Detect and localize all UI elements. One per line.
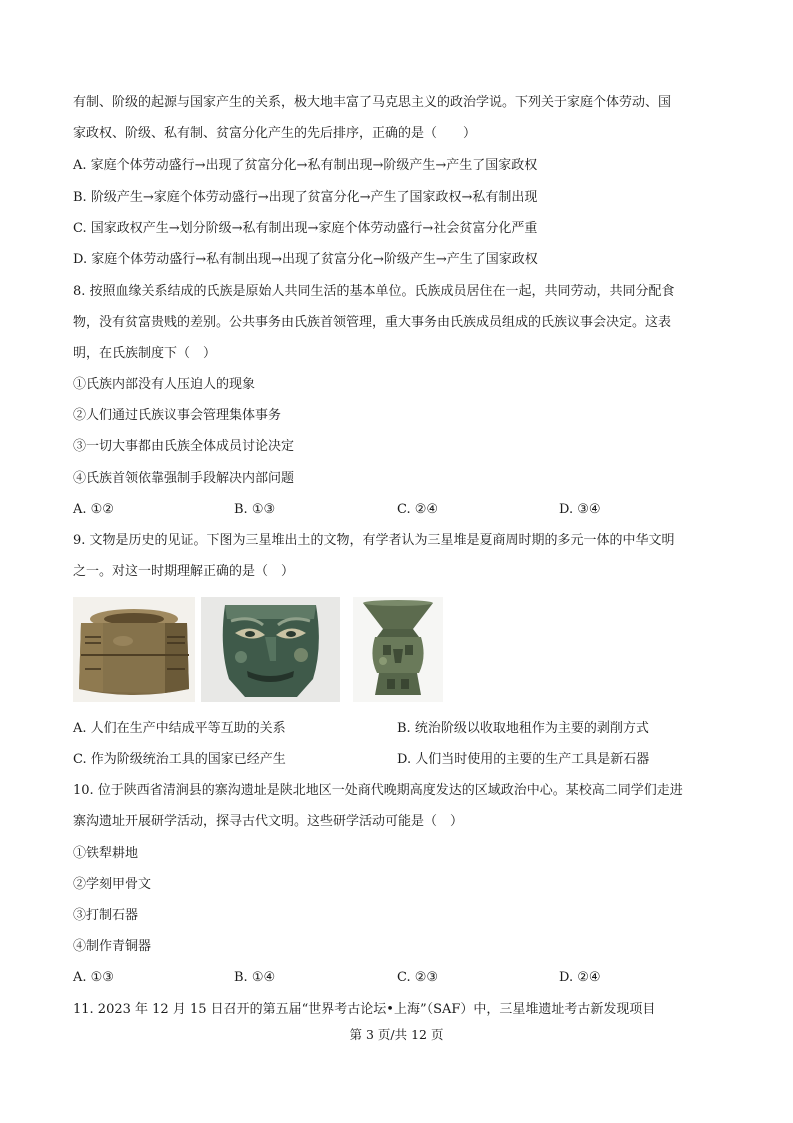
q10-option-a: A. ①③ — [73, 970, 114, 985]
q10-statement-3: ③打制石器 — [73, 908, 139, 923]
q8-stem-line-2: 物，没有贫富贵贱的差别。公共事务由氏族首领管理，重大事务由氏族成员组成的氏族议事会决定。这表 — [73, 315, 672, 330]
q10-options-row — [73, 969, 723, 987]
q8-statement-2: ②人们通过氏族议事会管理集体事务 — [73, 408, 282, 423]
q9-stem-line-1: 9. 文物是历史的见证。下图为三星堆出土的文物，有学者认为三星堆是夏商周时期的多元一体的中华文明 — [73, 533, 675, 548]
q8-stem-line-1: 8. 按照血缘关系结成的氏族是原始人共同生活的基本单位。氏族成员居住在一起，共同劳动，共同分配食 — [73, 284, 675, 299]
q7-option-d: D. 家庭个体劳动盛行→私有制出现→出现了贫富分化→阶级产生→产生了国家政权 — [73, 252, 538, 267]
q9-option-a: A. 人们在生产中结成平等互助的关系 — [73, 721, 286, 736]
bronze-zun-vessel-image — [353, 597, 443, 702]
q9-option-b: B. 统治阶级以收取地租作为主要的剥削方式 — [397, 721, 649, 736]
q8-statement-3: ③一切大事都由氏族全体成员讨论决定 — [73, 439, 295, 454]
q10-option-b: B. ①④ — [234, 970, 276, 985]
q10-stem-line-1: 10. 位于陕西省清涧县的寨沟遗址是陕北地区一处商代晚期高度发达的区域政治中心。某校高二同学们走进 — [73, 783, 683, 798]
q8-statement-1: ①氏族内部没有人压迫人的现象 — [73, 377, 256, 392]
page-footer: 第 3 页/共 12 页 — [349, 1027, 444, 1042]
q8-option-c: C. ②④ — [397, 502, 439, 517]
q9-option-c: C. 作为阶级统治工具的国家已经产生 — [73, 752, 286, 767]
q7-stem-line-2: 家政权、阶级、私有制、贫富分化产生的先后排序，正确的是（ ） — [73, 126, 477, 141]
q9-options-row-2 — [73, 751, 723, 769]
q10-option-c: C. ②③ — [397, 970, 439, 985]
q8-option-d: D. ③④ — [559, 502, 601, 517]
q8-option-a: A. ①② — [73, 502, 114, 517]
q9-option-d: D. 人们当时使用的主要的生产工具是新石器 — [397, 752, 650, 767]
jade-cong-image — [73, 597, 195, 702]
q10-option-d: D. ②④ — [559, 970, 601, 985]
q9-stem-line-2: 之一。对这一时期理解正确的是（ ） — [73, 564, 295, 579]
q10-statement-1: ①铁犁耕地 — [73, 846, 139, 861]
q9-options-row-1 — [73, 720, 723, 738]
q7-option-c: C. 国家政权产生→划分阶级→私有制出现→家庭个体劳动盛行→社会贫富分化严重 — [73, 221, 538, 236]
q8-statement-4: ④氏族首领依靠强制手段解决内部问题 — [73, 471, 295, 486]
bronze-mask-image — [201, 597, 340, 702]
q8-option-b: B. ①③ — [234, 502, 276, 517]
q10-statement-4: ④制作青铜器 — [73, 939, 152, 954]
q7-stem-line-1: 有制、阶级的起源与国家产生的关系，极大地丰富了马克思主义的政治学说。下列关于家庭个体劳动、国 — [73, 95, 672, 110]
q8-options-row — [73, 501, 723, 519]
q11-stem-line-1: 11. 2023 年 12 月 15 日召开的第五届“世界考古论坛•上海”（SAF）中，三星堆遗址考古新发现项目 — [73, 1002, 656, 1017]
q7-option-b: B. 阶级产生→家庭个体劳动盛行→出现了贫富分化→产生了国家政权→私有制出现 — [73, 190, 538, 205]
q10-stem-line-2: 寨沟遗址开展研学活动，探寻古代文明。这些研学活动可能是（ ） — [73, 814, 464, 829]
q8-stem-line-3: 明，在氏族制度下（ ） — [73, 346, 217, 361]
q7-option-a: A. 家庭个体劳动盛行→出现了贫富分化→私有制出现→阶级产生→产生了国家政权 — [73, 158, 538, 173]
q10-statement-2: ②学刻甲骨文 — [73, 877, 152, 892]
